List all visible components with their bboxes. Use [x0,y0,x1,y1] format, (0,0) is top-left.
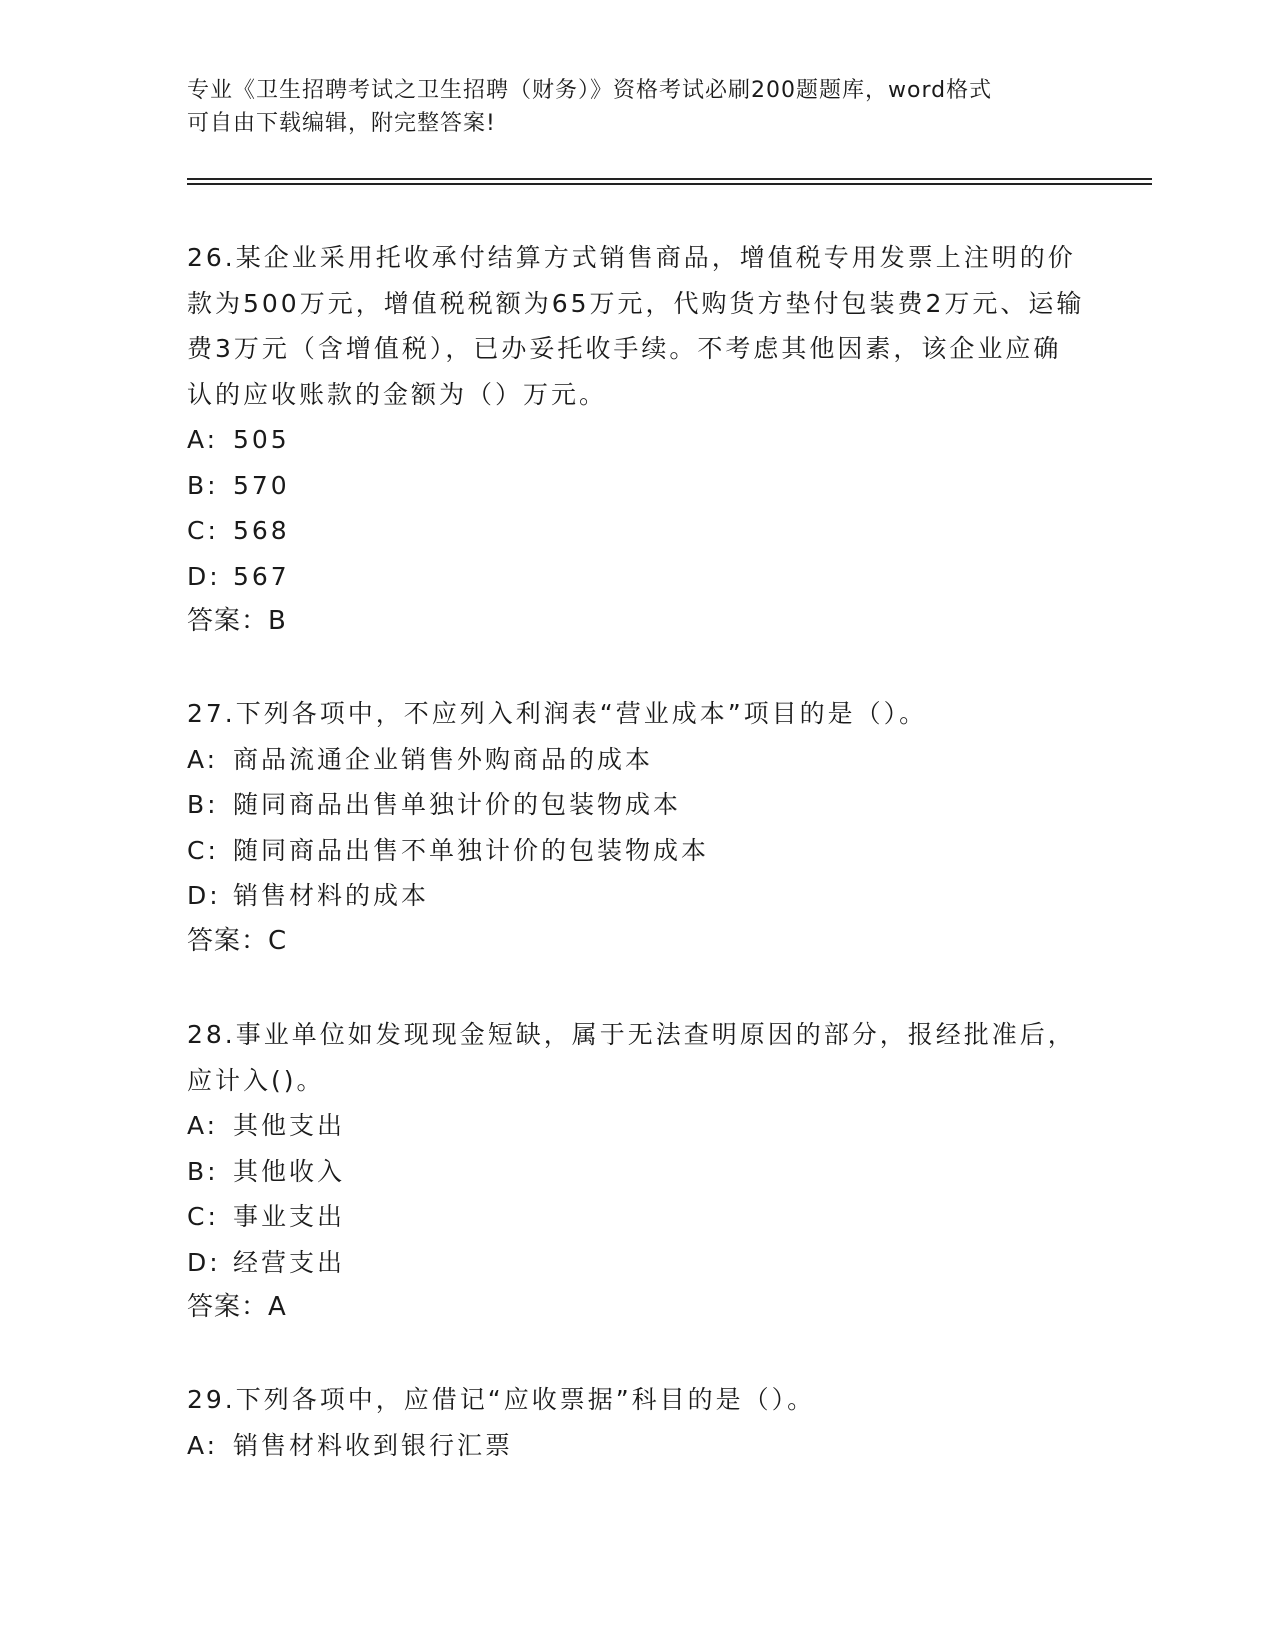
option-text: 事业支出 [233,1202,346,1231]
option-list [187,1423,1087,1469]
option-a [187,737,1087,783]
option-letter: A: [187,425,219,454]
option-letter: D: [187,561,221,591]
option-letter: A: [187,1111,219,1140]
option-b [187,1149,1087,1195]
option-letter: D: [187,1247,221,1277]
header-intro-line-2: 可自由下载编辑，附完整答案! [187,111,496,136]
option-d [187,1240,1087,1286]
option-text: 567 [233,561,290,591]
option-letter: C: [187,835,219,865]
option-list [187,417,1087,599]
question-26 [187,235,1087,645]
option-letter: D: [187,881,221,910]
header-divider-top [187,178,1152,180]
answer-line: 答案：A [187,1292,287,1322]
question-stem: 29.下列各项中，应借记“应收票据”科目的是（）。 [187,1385,816,1414]
answer-line: 答案：B [187,606,287,636]
option-a [187,1103,1087,1149]
header-divider-bottom [187,183,1152,185]
option-text: 其他收入 [233,1156,346,1186]
question-27 [187,691,1087,964]
option-letter: B: [187,1156,219,1186]
answer-line: 答案：C [187,925,288,956]
option-text: 随同商品出售不单独计价的包装物成本 [233,835,710,865]
header-intro-line-1: 专业《卫生招聘考试之卫生招聘（财务）》资格考试必刷200题题库，word格式 [187,78,993,103]
option-c [187,828,1087,874]
option-c [187,1194,1087,1240]
document-header [187,74,1087,140]
option-letter: B: [187,470,219,500]
option-letter: A: [187,744,219,774]
option-b [187,782,1087,828]
option-d [187,554,1087,600]
option-c [187,508,1087,554]
option-list [187,737,1087,919]
option-text: 570 [233,470,290,500]
option-letter: B: [187,790,219,819]
option-list [187,1103,1087,1285]
question-stem: 27.下列各项中，不应列入利润表“营业成本”项目的是（）。 [187,699,928,728]
option-text: 其他支出 [233,1111,346,1140]
question-28 [187,1012,1087,1331]
option-letter: C: [187,1202,219,1231]
option-text: 505 [233,425,290,454]
option-letter: C: [187,516,219,545]
option-text: 销售材料收到银行汇票 [233,1430,514,1460]
option-text: 经营支出 [233,1247,346,1277]
option-letter: A: [187,1430,219,1460]
question-stem: 26.某企业采用托收承付结算方式销售商品，增值税专用发票上注明的价款为500万元，增值税税额为65万元，代购货方垫付包装费2万元、运输费3万元（含增值税），已办妥托收手续。不考虑其他因素，该企业应确认的应收账款的金额为（）万元。 [187,243,1085,409]
option-b [187,463,1087,509]
option-text: 随同商品出售单独计价的包装物成本 [233,790,682,819]
option-a [187,1423,1087,1469]
option-text: 568 [233,516,290,545]
option-text: 销售材料的成本 [233,881,430,910]
question-29 [187,1377,1087,1468]
option-d [187,873,1087,919]
question-stem: 28.事业单位如发现现金短缺，属于无法查明原因的部分，报经批准后，应计入()。 [187,1020,1076,1095]
option-text: 商品流通企业销售外购商品的成本 [233,744,654,774]
option-a [187,417,1087,463]
